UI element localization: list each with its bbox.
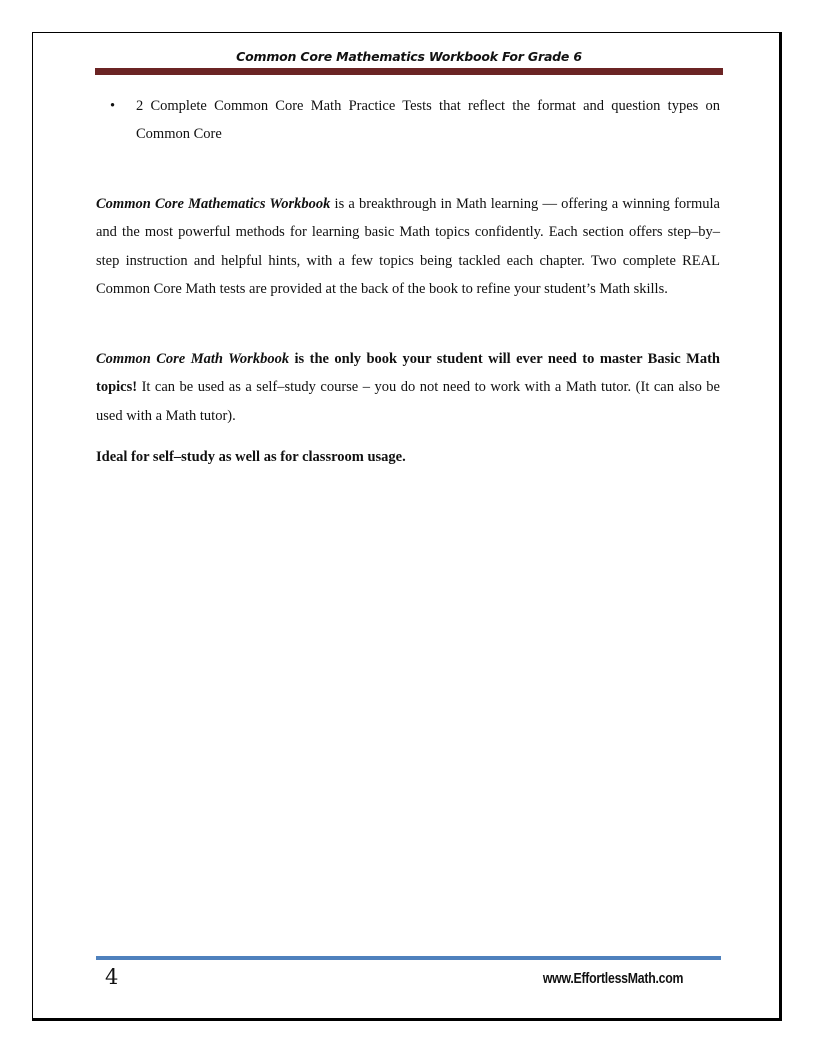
book-title-emphasis: Common Core Math Workbook [96, 351, 290, 367]
bullet-marker-icon: • [110, 98, 116, 114]
paragraph-text: It can be used as a self–study course – you do not need to work with a Math tutor. (It can also be used with a Math tutor). [96, 379, 720, 424]
paragraph-only-book [96, 345, 720, 430]
footer-website-link[interactable]: www.EffortlessMath.com [542, 970, 683, 987]
paragraph-intro [96, 190, 720, 303]
bullet-text: 2 Complete Common Core Math Practice Tests that reflect the format and question types on Common Core [136, 98, 720, 143]
paragraph-text: is a breakthrough in Math learning — offering a winning formula and the most powerful methods for learning basic Math topics confidently. Each section offers step–by–step instruction and helpful hints, with a few topics being tackled each chapter. Two complete REAL Common Core Math tests are provided at the back of the book to refine your student’s Math skills. [96, 196, 720, 297]
header-rule [95, 68, 723, 75]
book-title-emphasis: Common Core Mathematics Workbook [96, 196, 331, 212]
bold-claim: is the only book your student will ever need to master Basic Math topics! [96, 351, 720, 396]
paragraph-ideal [96, 443, 720, 471]
page-number: 4 [105, 965, 119, 989]
page-border [32, 32, 782, 1021]
bullet-list-item [96, 92, 720, 149]
running-header-title: Common Core Mathematics Workbook For Grade 6 [236, 49, 582, 64]
bold-statement: Ideal for self–study as well as for classroom usage. [96, 449, 406, 465]
footer-rule [96, 956, 721, 960]
